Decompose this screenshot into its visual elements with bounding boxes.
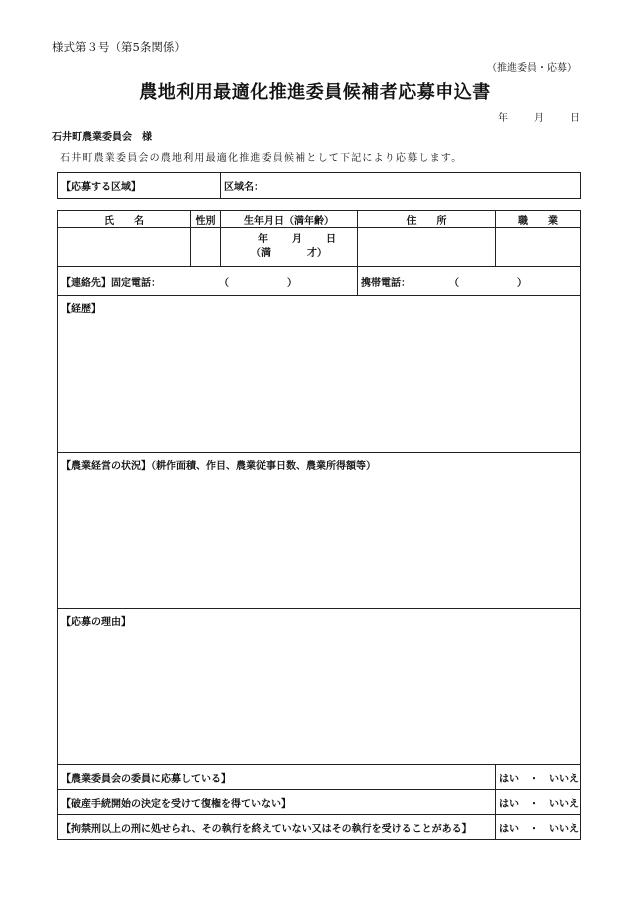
question-options[interactable]: はい ・ いいえ <box>496 790 581 815</box>
question-text: 【破産手続開始の決定を受けて復権を得ていない】 <box>58 790 496 815</box>
reason-label: 【応募の理由】 <box>61 617 131 628</box>
question-row <box>58 815 581 840</box>
birth-year: 年 <box>258 234 268 245</box>
area-name-label: 区域名： <box>224 182 264 193</box>
applicant-table <box>57 210 581 840</box>
age-open: （満 <box>251 248 271 259</box>
col-name: 氏 名 <box>58 211 191 228</box>
area-table <box>57 172 581 199</box>
birth-day: 日 <box>326 234 336 245</box>
col-occupation: 職 業 <box>496 211 581 228</box>
gender-field[interactable] <box>191 228 221 267</box>
mobile-paren-close: ） <box>517 277 527 289</box>
question-options[interactable]: はい ・ いいえ <box>496 815 581 840</box>
table-row <box>58 228 581 267</box>
date-line <box>498 109 580 124</box>
mobile-label: 携帯電話： <box>361 277 411 289</box>
col-birth: 生年月日（満年齢） <box>221 211 358 228</box>
mobile-paren-open: （ <box>449 277 459 289</box>
intro-text: 石井町農業委員会の農地利用最適化推進委員候補として下記により応募します。 <box>60 153 463 164</box>
col-address: 住 所 <box>358 211 496 228</box>
reason-field[interactable] <box>58 609 581 765</box>
landline-paren-close: ） <box>287 277 297 289</box>
career-label: 【経歴】 <box>61 304 101 315</box>
question-text: 【拘禁刑以上の刑に処せられ、その執行を終えていない又はその執行を受けることがある】 <box>58 815 496 840</box>
question-row <box>58 765 581 790</box>
farming-field[interactable] <box>58 453 581 609</box>
landline-label: 【連絡先】固定電話： <box>61 277 161 289</box>
table-header-row <box>58 211 581 228</box>
birth-field[interactable] <box>221 228 358 267</box>
farming-label: 【農業経営の状況】（耕作面積、作目、農業従事日数、農業所得額等） <box>61 461 376 472</box>
address-field[interactable] <box>358 228 496 267</box>
age-close: 才） <box>307 248 327 259</box>
page-title: 農地利用最適化推進委員候補者応募申込書 <box>139 82 491 103</box>
date-year[interactable]: 年 <box>498 113 508 124</box>
landline-paren-open: （ <box>219 277 229 289</box>
question-options[interactable]: はい ・ いいえ <box>496 765 581 790</box>
occupation-field[interactable] <box>496 228 581 267</box>
question-text: 【農業委員会の委員に応募している】 <box>58 765 496 790</box>
name-field[interactable] <box>58 228 191 267</box>
form-subtitle: （推進委員・応募） <box>487 63 577 74</box>
date-day[interactable]: 日 <box>570 113 580 124</box>
mobile-field[interactable] <box>358 267 581 296</box>
farming-row <box>58 453 581 609</box>
col-gender: 性別 <box>191 211 221 228</box>
birth-month: 月 <box>292 234 302 245</box>
career-field[interactable] <box>58 296 581 453</box>
form-number: 様式第３号（第5条関係） <box>52 40 186 54</box>
career-row <box>58 296 581 453</box>
date-month[interactable]: 月 <box>534 113 544 124</box>
area-name-field[interactable] <box>221 173 581 199</box>
reason-row <box>58 609 581 765</box>
addressee: 石井町農業委員会 様 <box>52 132 152 143</box>
question-row <box>58 790 581 815</box>
area-label: 【応募する区域】 <box>58 173 221 199</box>
landline-field[interactable] <box>58 267 358 296</box>
contact-row <box>58 267 581 296</box>
